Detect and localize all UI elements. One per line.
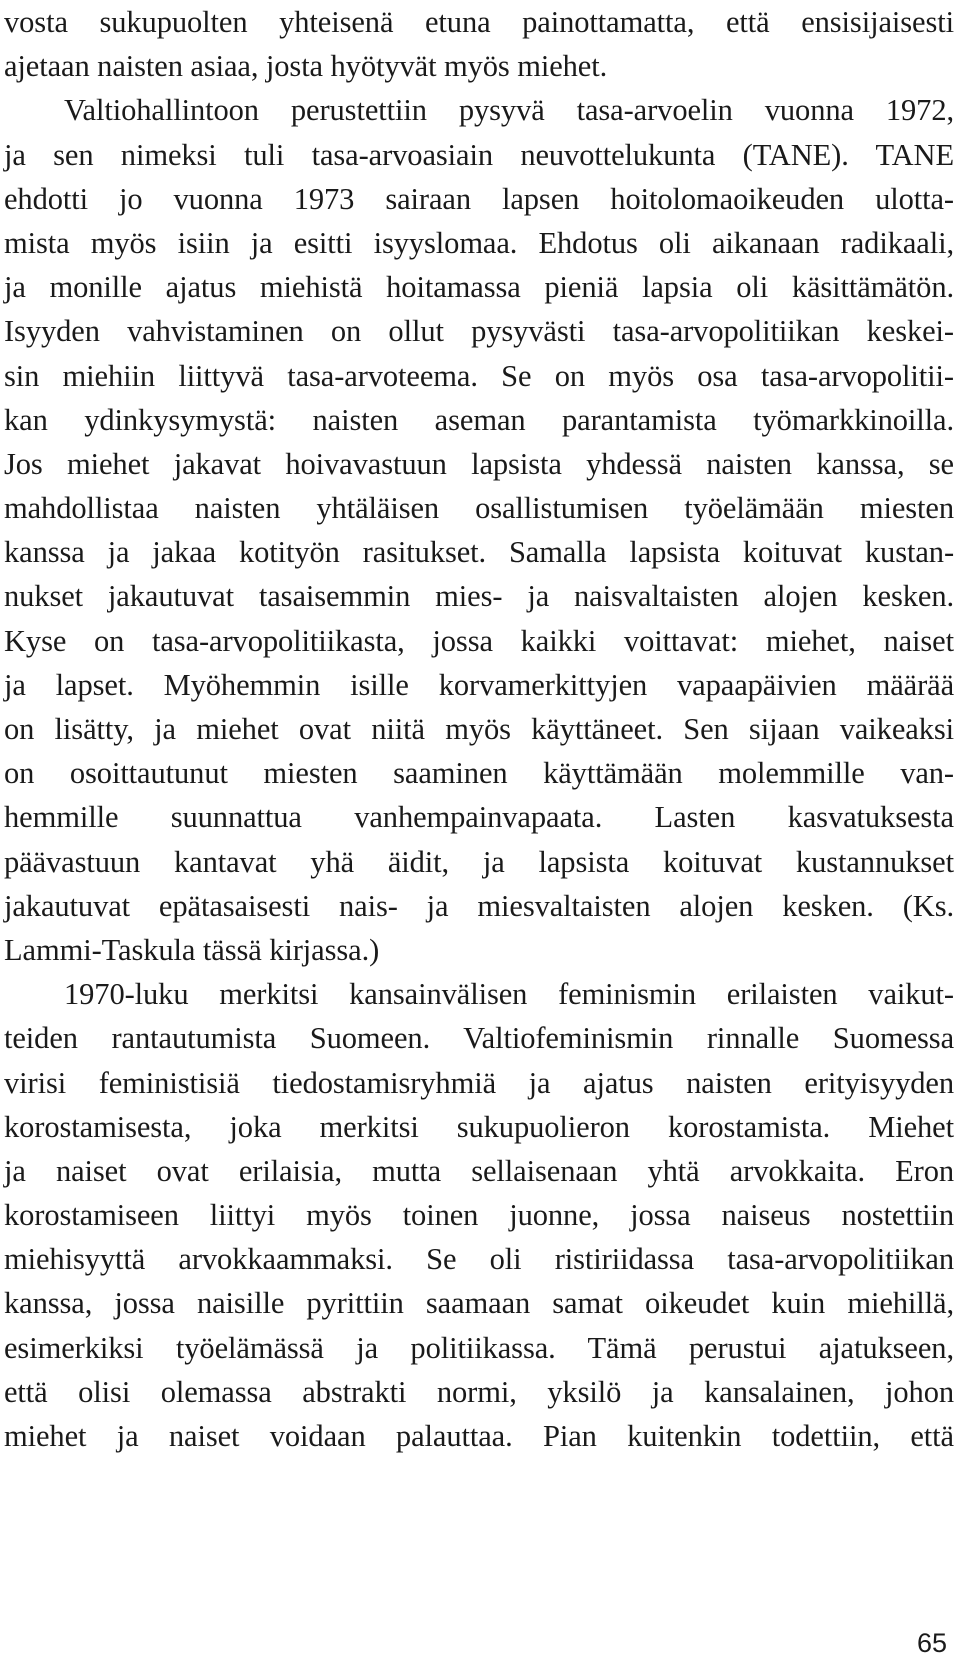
text-line: miehet ja naiset voidaan palauttaa. Pian kuitenkin todettiin, että	[4, 1419, 954, 1453]
text-line: jakautuvat epätasaisesti nais- ja miesvaltaisten alojen kesken. (Ks.	[4, 888, 954, 923]
text-line: esimerkiksi työelämässä ja politiikassa. Tämä perustui ajatukseen,	[4, 1330, 954, 1365]
text-line: Kyse on tasa-arvopolitiikasta, jossa kaikki voittavat: miehet, naiset	[4, 623, 954, 658]
text-line: mahdollistaa naisten yhtäläisen osallistumisen työelämään miesten	[4, 491, 954, 526]
text-line: ja monille ajatus miehistä hoitamassa pieniä lapsia oli käsittämätön.	[4, 270, 954, 305]
text-line: ja lapset. Myöhemmin isille korvamerkittyjen vapaapäivien määrää	[4, 667, 954, 702]
text-line: mista myös isiin ja esitti isyyslomaa. Ehdotus oli aikanaan radikaali,	[4, 225, 954, 260]
text-line: on osoittautunut miesten saaminen käyttämään molemmille van-	[4, 756, 954, 791]
text-line: kanssa, jossa naisille pyrittiin saamaan samat oikeudet kuin miehillä,	[4, 1286, 954, 1321]
text-line: korostamiseen liittyi myös toinen juonne, jossa naiseus nostettiin	[4, 1198, 954, 1233]
text-line: Isyyden vahvistaminen on ollut pysyvästi tasa-arvopolitiikan keskei-	[4, 314, 954, 349]
text-line: Jos miehet jakavat hoivavastuun lapsista yhdessä naisten kanssa, se	[4, 446, 954, 481]
text-line: että olisi olemassa abstrakti normi, yksilö ja kansalainen, johon	[4, 1374, 954, 1409]
text-line: korostamisesta, joka merkitsi sukupuolieron korostamista. Miehet	[4, 1109, 954, 1144]
text-line: Valtiohallintoon perustettiin pysyvä tasa-arvoelin vuonna 1972,	[64, 93, 954, 128]
text-line: ja sen nimeksi tuli tasa-arvoasiain neuvottelukunta (TANE). TANE	[4, 137, 954, 172]
text-line: teiden rantautumista Suomeen. Valtiofeminismin rinnalle Suomessa	[4, 1021, 954, 1056]
page-number: 65	[916, 1628, 947, 1658]
text-line: 1970-luku merkitsi kansainvälisen feminismin erilaisten vaikut-	[64, 977, 954, 1012]
text-line: kanssa ja jakaa kotityön rasitukset. Samalla lapsista koituvat kustan-	[4, 535, 954, 570]
text-line: vosta sukupuolten yhteisenä etuna painottamatta, että ensisijaisesti	[4, 5, 954, 39]
text-line: päävastuun kantavat yhä äidit, ja lapsista koituvat kustannukset	[4, 844, 954, 879]
text-line: nukset jakautuvat tasaisemmin mies- ja naisvaltaisten alojen kesken.	[4, 579, 954, 614]
text-line: ajetaan naisten asiaa, josta hyötyvät myös miehet.	[4, 49, 608, 84]
text-line: ja naiset ovat erilaisia, mutta sellaisenaan yhtä arvokkaita. Eron	[4, 1153, 954, 1188]
text-line: Lammi-Taskula tässä kirjassa.)	[4, 932, 380, 967]
text-line: kan ydinkysymystä: naisten aseman parantamista työmarkkinoilla.	[4, 402, 954, 437]
text-line: miehisyyttä arvokkaammaksi. Se oli ristiriidassa tasa-arvopolitiikan	[4, 1242, 954, 1277]
text-line: virisi feministisiä tiedostamisryhmiä ja ajatus naisten erityisyyden	[4, 1065, 954, 1100]
body-text	[4, 0, 954, 1458]
text-line: sin miehiin liittyvä tasa-arvoteema. Se on myös osa tasa-arvopolitii-	[4, 358, 954, 393]
text-line: ehdotti jo vuonna 1973 sairaan lapsen hoitolomaoikeuden ulotta-	[4, 181, 954, 216]
text-line: hemmille suunnattua vanhempainvapaata. Lasten kasvatuksesta	[4, 800, 954, 835]
text-line: on lisätty, ja miehet ovat niitä myös käyttäneet. Sen sijaan vaikeaksi	[4, 712, 954, 746]
